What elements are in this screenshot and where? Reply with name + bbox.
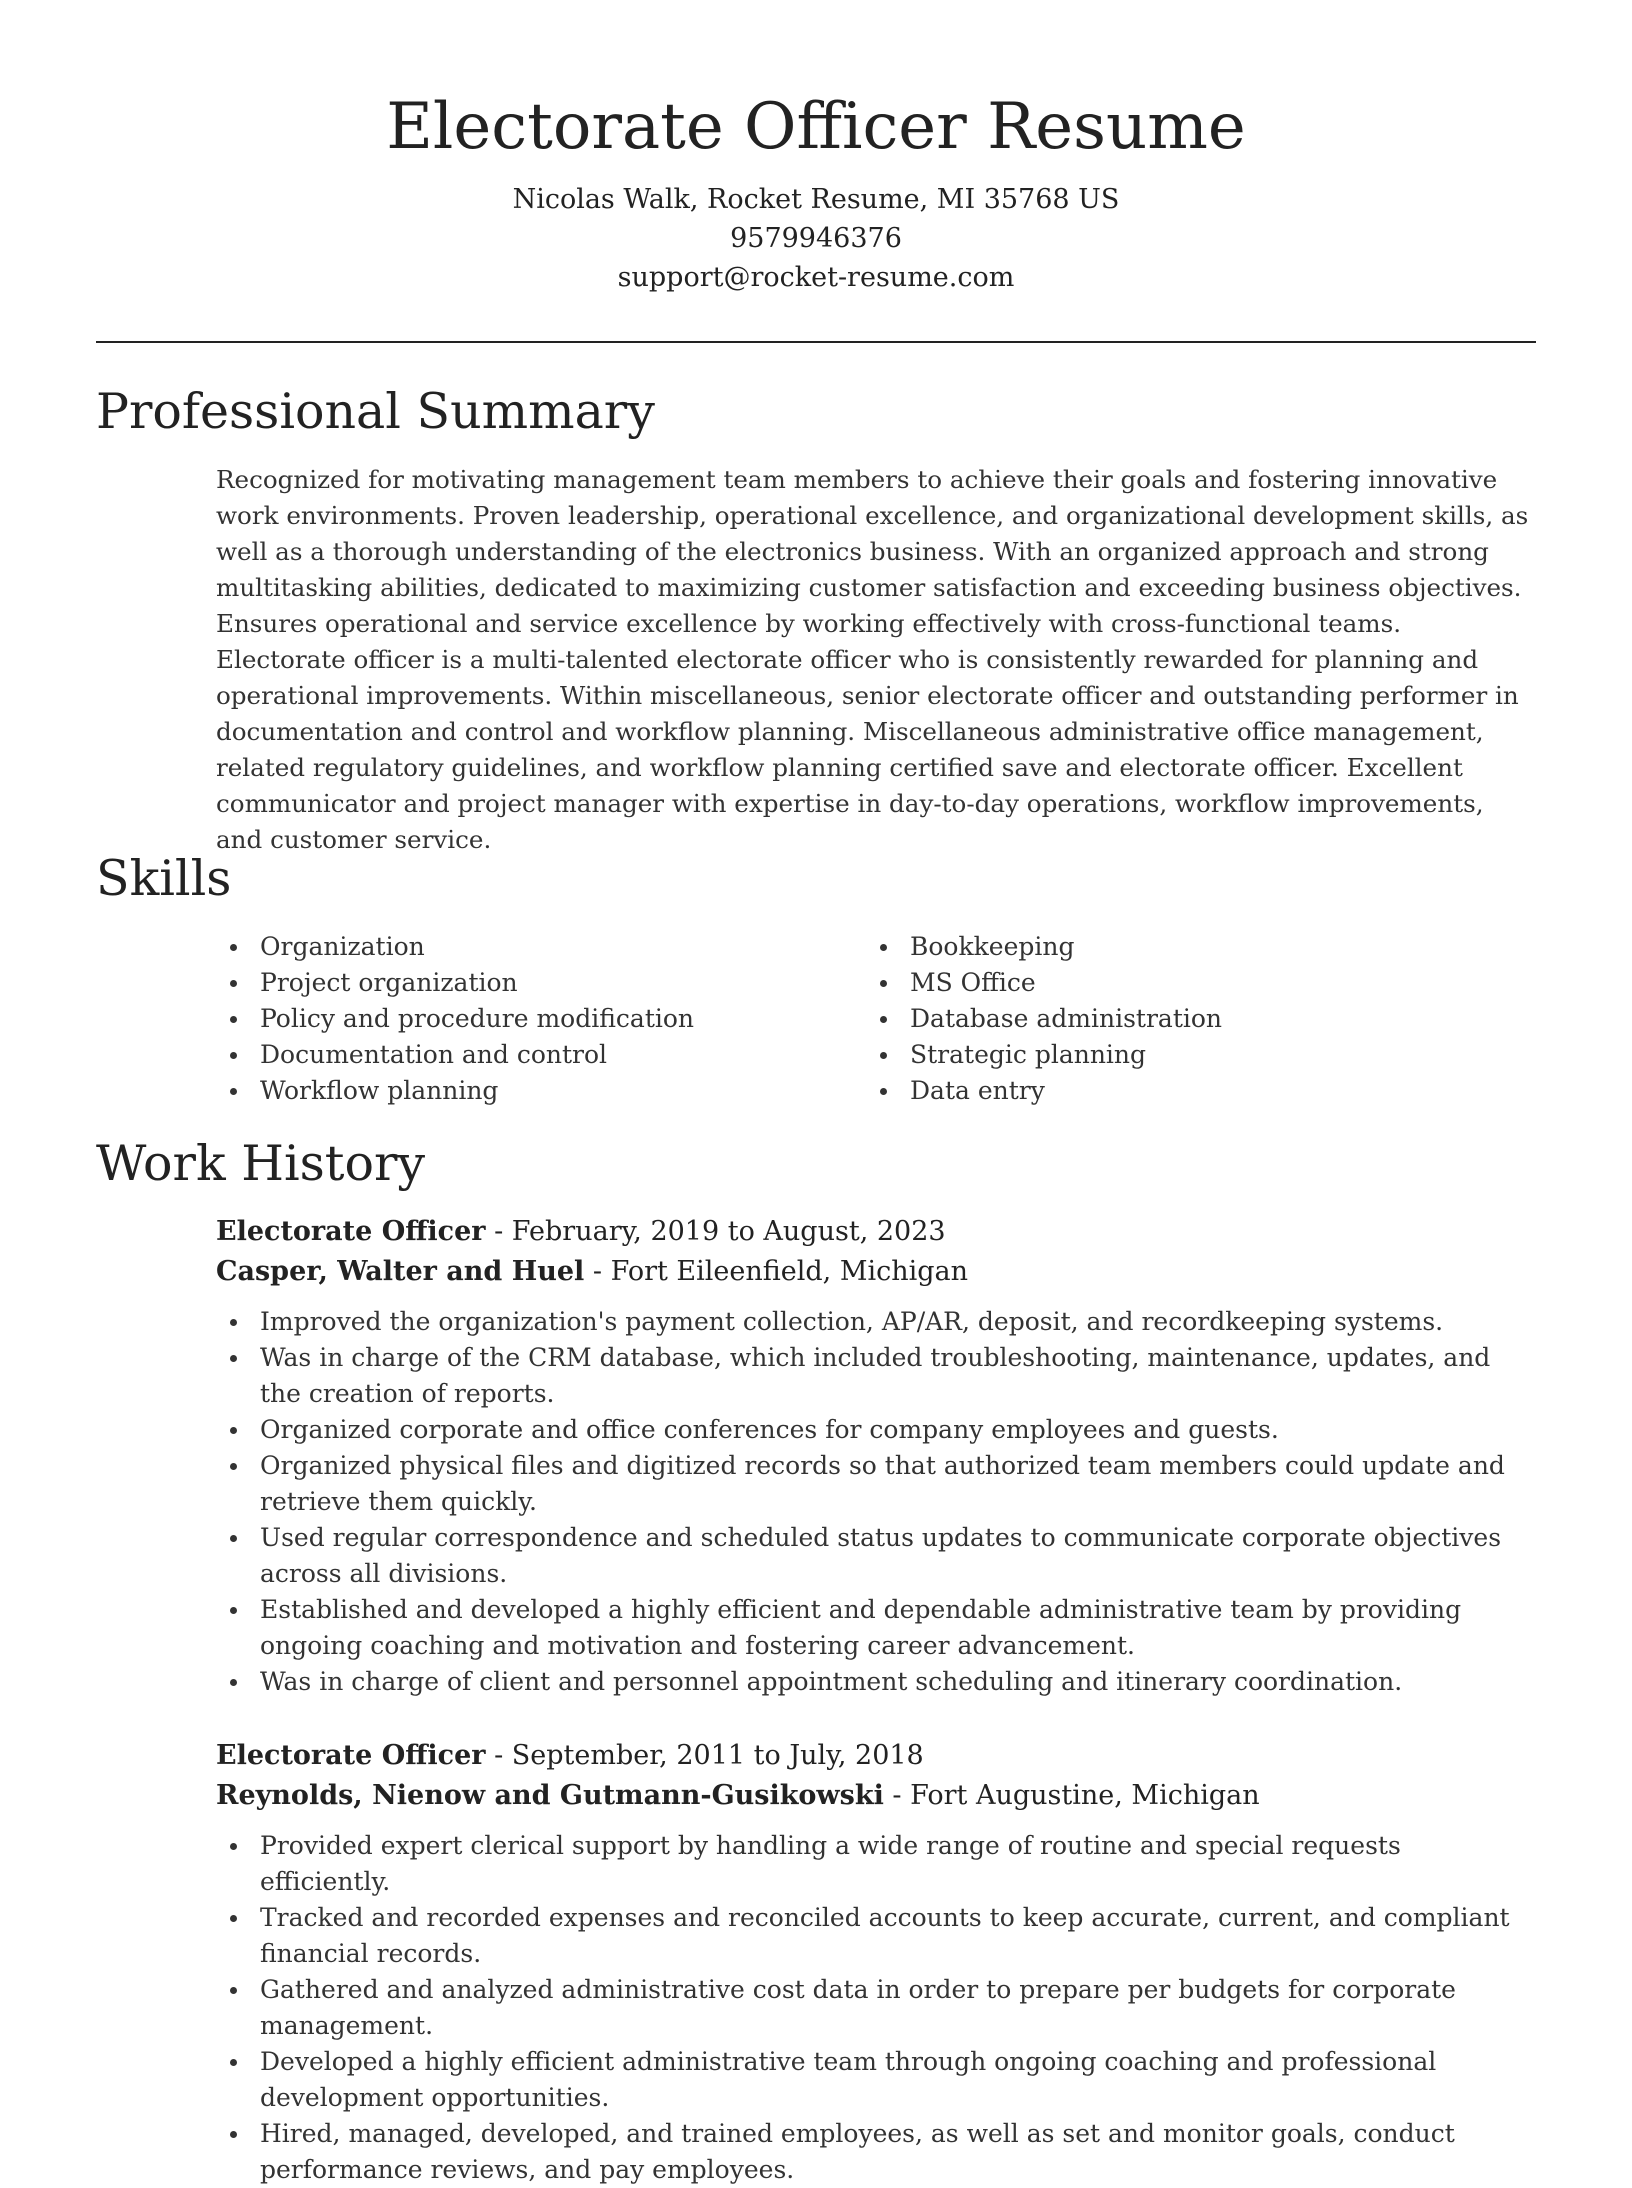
job-bullet: Used regular correspondence and scheduled status updates to communicate corporate objectives across all divisions. <box>216 1520 1536 1592</box>
job-bullet: Provided expert clerical support by handling a wide range of routine and special requests efficiently. <box>216 1828 1536 1900</box>
job-company: Reynolds, Nienow and Gutmann-Gusikowski <box>216 1780 884 1811</box>
skills-column-1 <box>216 929 866 1109</box>
job-bullet: Gathered and analyzed administrative cost data in order to prepare per budgets for corporate management. <box>216 1972 1536 2044</box>
job-role: Electorate Officer <box>216 1216 486 1247</box>
skill-item: Database administration <box>866 1001 1516 1037</box>
resume-header <box>96 82 1536 297</box>
skill-item: Policy and procedure modification <box>216 1001 866 1037</box>
job-bullet: Hired, managed, developed, and trained employees, as well as set and monitor goals, conduct performance reviews, and pay employees. <box>216 2116 1536 2188</box>
skills-heading: Skills <box>96 850 232 907</box>
skills-column-2 <box>866 929 1516 1109</box>
job-company-line <box>216 1252 1536 1292</box>
job-location: - Fort Augustine, Michigan <box>883 1780 1260 1811</box>
skill-item: MS Office <box>866 965 1516 1001</box>
job-bullets <box>216 1828 1536 2188</box>
job-entry <box>216 1212 1536 1700</box>
job-entry <box>216 1736 1536 2188</box>
job-bullets <box>216 1304 1536 1700</box>
job-bullet: Improved the organization's payment collection, AP/AR, deposit, and recordkeeping systems. <box>216 1304 1536 1340</box>
job-company-line <box>216 1776 1536 1816</box>
contact-address: Nicolas Walk, Rocket Resume, MI 35768 US <box>512 184 1120 215</box>
skill-item: Bookkeeping <box>866 929 1516 965</box>
job-bullet: Tracked and recorded expenses and reconciled accounts to keep accurate, current, and compliant financial records. <box>216 1900 1536 1972</box>
resume-title: Electorate Officer Resume <box>386 90 1246 164</box>
skill-item: Workflow planning <box>216 1073 866 1109</box>
job-dates: - September, 2011 to July, 2018 <box>485 1740 924 1771</box>
job-title-line <box>216 1736 1536 1776</box>
header-divider <box>96 341 1536 343</box>
job-bullet: Developed a highly efficient administrative team through ongoing coaching and professional development opportunities. <box>216 2044 1536 2116</box>
job-location: - Fort Eileenfield, Michigan <box>584 1256 969 1287</box>
job-title-line <box>216 1212 1536 1252</box>
skill-item: Data entry <box>866 1073 1516 1109</box>
job-bullet: Established and developed a highly efficient and dependable administrative team by providing ongoing coaching and motivation and fostering career advancement. <box>216 1592 1536 1664</box>
contact-email: support@rocket-resume.com <box>617 262 1015 293</box>
job-company: Casper, Walter and Huel <box>216 1256 585 1287</box>
job-bullet: Organized corporate and office conferences for company employees and guests. <box>216 1412 1536 1448</box>
job-role: Electorate Officer <box>216 1740 486 1771</box>
skills-list <box>216 929 1536 1109</box>
summary-text: Recognized for motivating management team members to achieve their goals and fostering innovative work environments. Proven leadership, operational excellence, and organizational development skills, as well as a thorough understanding of the electronics business. With an organized approach and strong multitasking abilities, dedicated to maximizing customer satisfaction and exceeding business objectives. Ensures operational and service excellence by working effectively with cross-functional teams. Electorate officer is a multi-talented electorate officer who is consistently rewarded for planning and operational improvements. Within miscellaneous, senior electorate officer and outstanding performer in documentation and control and workflow planning. Miscellaneous administrative office management, related regulatory guidelines, and workflow planning certified save and electorate officer. Excellent communicator and project manager with expertise in day-to-day operations, workflow improvements, and customer service. <box>216 465 1529 854</box>
work-history-heading: Work History <box>96 1135 426 1192</box>
job-dates: - February, 2019 to August, 2023 <box>485 1216 946 1247</box>
job-bullet: Was in charge of the CRM database, which included troubleshooting, maintenance, updates, and the creation of reports. <box>216 1340 1536 1412</box>
skill-item: Documentation and control <box>216 1037 866 1073</box>
job-bullet: Organized physical files and digitized records so that authorized team members could update and retrieve them quickly. <box>216 1448 1536 1520</box>
skill-item: Strategic planning <box>866 1037 1516 1073</box>
contact-phone: 9579946376 <box>730 223 902 254</box>
job-bullet: Was in charge of client and personnel appointment scheduling and itinerary coordination. <box>216 1664 1536 1700</box>
summary-heading: Professional Summary <box>96 383 655 440</box>
skill-item: Project organization <box>216 965 866 1001</box>
skill-item: Organization <box>216 929 866 965</box>
